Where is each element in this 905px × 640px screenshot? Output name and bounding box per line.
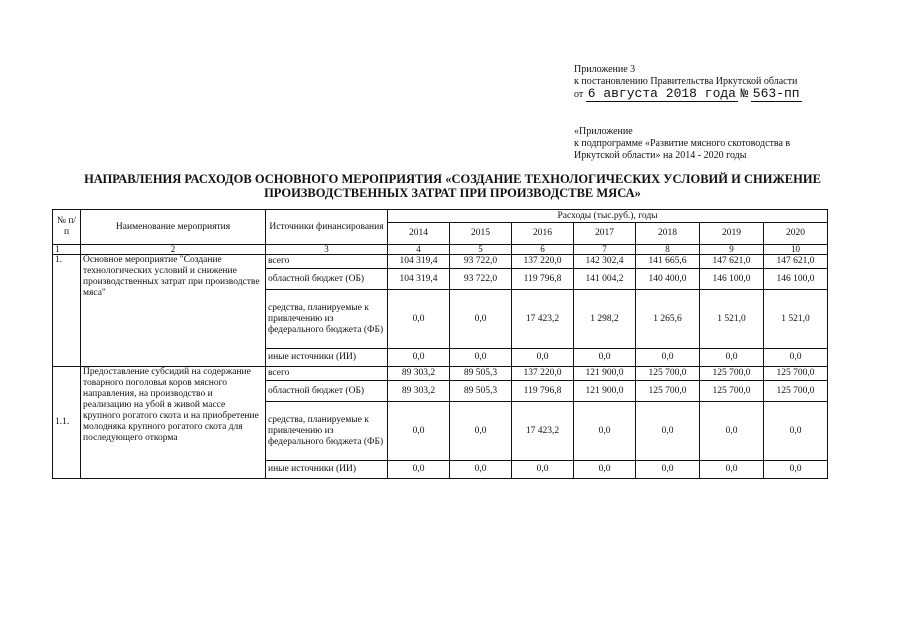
amount-cell: 104 319,4 xyxy=(388,255,450,269)
column-number: 1 xyxy=(53,245,81,255)
funding-source: всего xyxy=(266,367,388,381)
amount-cell: 0,0 xyxy=(512,349,574,367)
amount-cell: 1 298,2 xyxy=(574,290,636,349)
header-activity-name: Наименование мероприятия xyxy=(81,210,266,245)
header-expenses: Расходы (тыс.руб.), годы xyxy=(388,210,828,223)
column-number: 8 xyxy=(636,245,700,255)
amount-cell: 1 521,0 xyxy=(764,290,828,349)
activity-name: Предоставление субсидий на содержание товарного поголовья коров мясного направления, на производство и реализацию на убой в живой массе крупного рогатого скота и на приобретение молодняка крупного рогатого скота для последующего откорма xyxy=(81,367,266,479)
amount-cell: 0,0 xyxy=(388,349,450,367)
appendix-header xyxy=(574,64,802,101)
year-header: 2019 xyxy=(700,223,764,245)
amount-cell: 0,0 xyxy=(700,461,764,479)
amount-cell: 0,0 xyxy=(450,461,512,479)
amount-cell: 125 700,0 xyxy=(764,367,828,381)
amount-cell: 17 423,2 xyxy=(512,402,574,461)
amount-cell: 137 220,0 xyxy=(512,255,574,269)
year-header: 2014 xyxy=(388,223,450,245)
year-header: 2015 xyxy=(450,223,512,245)
amount-cell: 89 505,3 xyxy=(450,381,512,402)
year-header: 2016 xyxy=(512,223,574,245)
column-numbers-row xyxy=(53,245,828,255)
column-number: 2 xyxy=(81,245,266,255)
amount-cell: 17 423,2 xyxy=(512,290,574,349)
amount-cell: 147 621,0 xyxy=(700,255,764,269)
amount-cell: 141 665,6 xyxy=(636,255,700,269)
column-number: 7 xyxy=(574,245,636,255)
amount-cell: 0,0 xyxy=(450,402,512,461)
subprogram-line-1: «Приложение xyxy=(574,126,633,137)
column-number: 5 xyxy=(450,245,512,255)
amount-cell: 0,0 xyxy=(388,290,450,349)
amount-cell: 89 303,2 xyxy=(388,367,450,381)
amount-cell: 121 900,0 xyxy=(574,381,636,402)
column-number: 9 xyxy=(700,245,764,255)
header-funding-sources: Источники финансирования xyxy=(266,210,388,245)
amount-cell: 0,0 xyxy=(450,290,512,349)
funding-source: всего xyxy=(266,255,388,269)
amount-cell: 0,0 xyxy=(636,461,700,479)
amount-cell: 0,0 xyxy=(574,402,636,461)
subprogram-reference xyxy=(574,126,790,162)
amount-cell: 0,0 xyxy=(700,402,764,461)
amount-cell: 142 302,4 xyxy=(574,255,636,269)
amount-cell: 0,0 xyxy=(636,402,700,461)
amount-cell: 0,0 xyxy=(512,461,574,479)
amount-cell: 125 700,0 xyxy=(636,367,700,381)
amount-cell: 0,0 xyxy=(450,349,512,367)
header-number: № п/п xyxy=(53,210,81,245)
document-title xyxy=(20,172,885,200)
funding-source: средства, планируемые к привлечению из федерального бюджета (ФБ) xyxy=(266,290,388,349)
appendix-resolution: к постановлению Правительства Иркутской области xyxy=(574,76,798,87)
amount-cell: 93 722,0 xyxy=(450,269,512,290)
amount-cell: 0,0 xyxy=(388,402,450,461)
number-sign: № xyxy=(740,86,749,101)
column-number: 3 xyxy=(266,245,388,255)
amount-cell: 125 700,0 xyxy=(764,381,828,402)
amount-cell: 0,0 xyxy=(700,349,764,367)
amount-cell: 146 100,0 xyxy=(764,269,828,290)
funding-source: иные источники (ИИ) xyxy=(266,461,388,479)
amount-cell: 0,0 xyxy=(574,349,636,367)
amount-cell: 125 700,0 xyxy=(700,381,764,402)
funding-source: областной бюджет (ОБ) xyxy=(266,381,388,402)
title-line-2: ПРОИЗВОДСТВЕННЫХ ЗАТРАТ ПРИ ПРОИЗВОДСТВЕ МЯСА» xyxy=(264,186,641,200)
from-label: от xyxy=(574,89,584,100)
amount-cell: 146 100,0 xyxy=(700,269,764,290)
year-header: 2020 xyxy=(764,223,828,245)
resolution-number: 563-пп xyxy=(752,86,800,101)
amount-cell: 125 700,0 xyxy=(636,381,700,402)
amount-cell: 93 722,0 xyxy=(450,255,512,269)
activity-group-1 xyxy=(53,255,828,367)
amount-cell: 125 700,0 xyxy=(700,367,764,381)
table-row xyxy=(53,367,828,381)
column-number: 6 xyxy=(512,245,574,255)
appendix-title: Приложение 3 xyxy=(574,64,636,75)
amount-cell: 104 319,4 xyxy=(388,269,450,290)
amount-cell: 140 400,0 xyxy=(636,269,700,290)
activity-number: 1.1. xyxy=(53,367,81,479)
subprogram-line-3: Иркутской области» на 2014 - 2020 годы xyxy=(574,150,747,161)
amount-cell: 0,0 xyxy=(636,349,700,367)
year-header: 2017 xyxy=(574,223,636,245)
title-line-1: НАПРАВЛЕНИЯ РАСХОДОВ ОСНОВНОГО МЕРОПРИЯТИЯ «СОЗДАНИЕ ТЕХНОЛОГИЧЕСКИХ УСЛОВИЙ И СНИЖЕНИЕ xyxy=(84,172,821,186)
funding-source: областной бюджет (ОБ) xyxy=(266,269,388,290)
column-number: 4 xyxy=(388,245,450,255)
amount-cell: 121 900,0 xyxy=(574,367,636,381)
resolution-date: 6 августа 2018 года xyxy=(587,86,736,101)
expenditure-table xyxy=(52,209,828,479)
amount-cell: 0,0 xyxy=(574,461,636,479)
column-number: 10 xyxy=(764,245,828,255)
amount-cell: 0,0 xyxy=(764,461,828,479)
activity-number: 1. xyxy=(53,255,81,367)
amount-cell: 0,0 xyxy=(764,349,828,367)
amount-cell: 89 303,2 xyxy=(388,381,450,402)
amount-cell: 1 521,0 xyxy=(700,290,764,349)
appendix-date-line xyxy=(574,88,802,101)
amount-cell: 89 505,3 xyxy=(450,367,512,381)
amount-cell: 119 796,8 xyxy=(512,269,574,290)
year-header: 2018 xyxy=(636,223,700,245)
amount-cell: 1 265,6 xyxy=(636,290,700,349)
amount-cell: 0,0 xyxy=(764,402,828,461)
funding-source: иные источники (ИИ) xyxy=(266,349,388,367)
subprogram-line-2: к подпрограмме «Развитие мясного скотоводства в xyxy=(574,138,791,149)
amount-cell: 119 796,8 xyxy=(512,381,574,402)
activity-group-1-1 xyxy=(53,367,828,479)
table-row xyxy=(53,255,828,269)
amount-cell: 0,0 xyxy=(388,461,450,479)
funding-source: средства, планируемые к привлечению из федерального бюджета (ФБ) xyxy=(266,402,388,461)
amount-cell: 137 220,0 xyxy=(512,367,574,381)
activity-name: Основное мероприятие "Создание технологических условий и снижение производственных затрат при производстве мяса" xyxy=(81,255,266,367)
amount-cell: 147 621,0 xyxy=(764,255,828,269)
table-header xyxy=(53,210,828,255)
amount-cell: 141 004,2 xyxy=(574,269,636,290)
